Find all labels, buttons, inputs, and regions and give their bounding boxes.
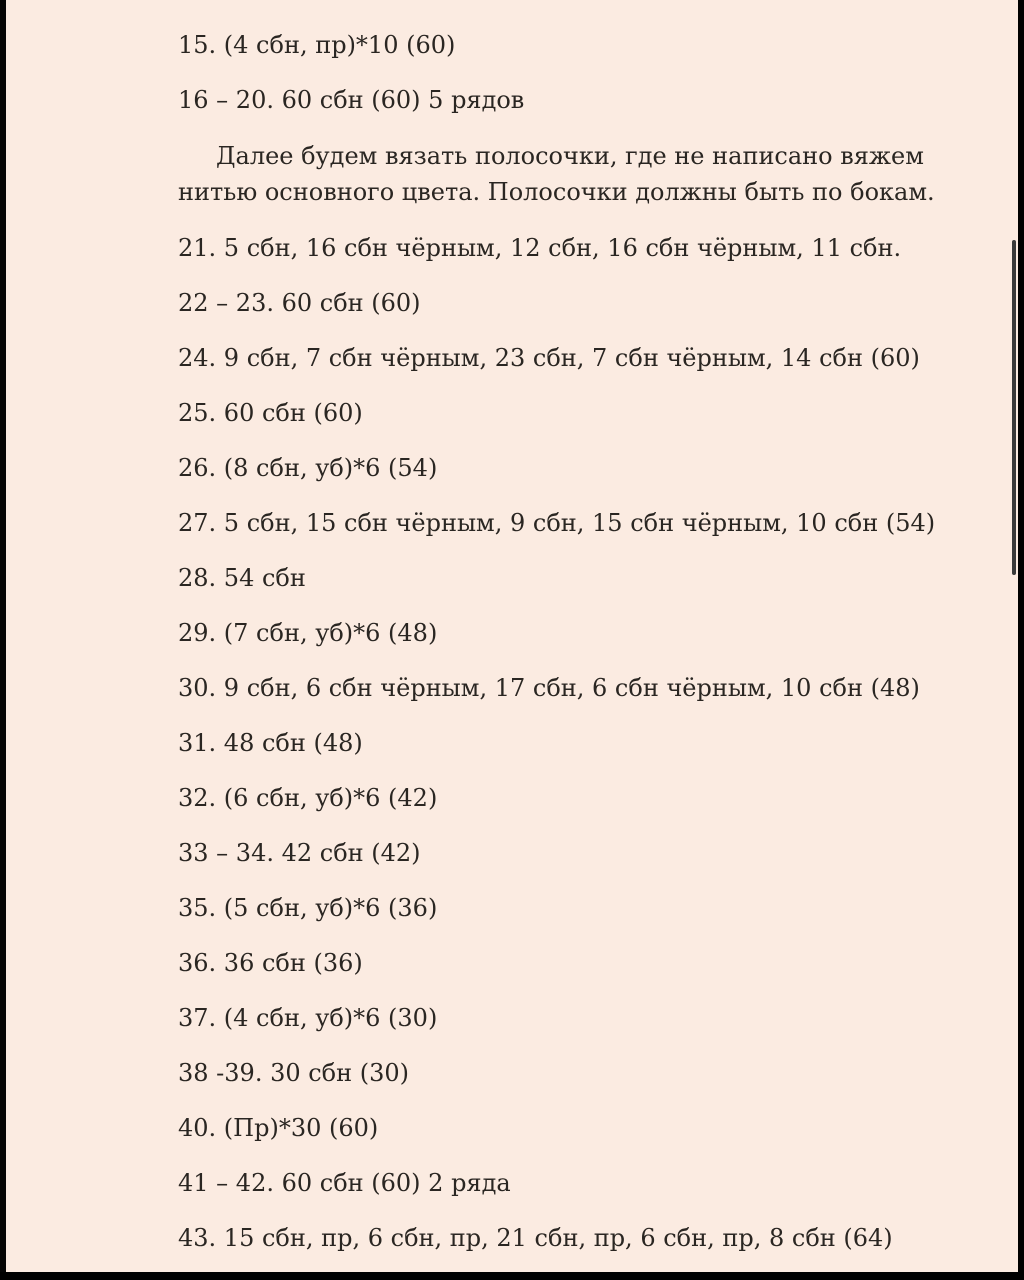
pattern-row: 36. 36 сбн (36)	[178, 949, 363, 977]
paragraph-line: нитью основного цвета. Полосочки должны быть по бокам.	[178, 178, 935, 206]
pattern-row: 32. (6 сбн, уб)*6 (42)	[178, 784, 438, 812]
right-edge	[1018, 0, 1024, 1280]
pattern-row: 29. (7 сбн, уб)*6 (48)	[178, 619, 438, 647]
pattern-row: 21. 5 сбн, 16 сбн чёрным, 12 сбн, 16 сбн чёрным, 11 сбн.	[178, 234, 902, 262]
pattern-row: 15. (4 сбн, пр)*10 (60)	[178, 31, 456, 59]
pattern-row: 40. (Пр)*30 (60)	[178, 1114, 379, 1142]
pattern-row: 24. 9 сбн, 7 сбн чёрным, 23 сбн, 7 сбн чёрным, 14 сбн (60)	[178, 344, 920, 372]
instruction-paragraph	[178, 138, 938, 210]
vertical-scrollbar[interactable]	[1012, 240, 1016, 575]
document-page	[6, 0, 1018, 1272]
pattern-row: 16 – 20. 60 сбн (60) 5 рядов	[178, 86, 525, 114]
pattern-row: 30. 9 сбн, 6 сбн чёрным, 17 сбн, 6 сбн чёрным, 10 сбн (48)	[178, 674, 920, 702]
pattern-row: 26. (8 сбн, уб)*6 (54)	[178, 454, 438, 482]
pattern-row: 37. (4 сбн, уб)*6 (30)	[178, 1004, 438, 1032]
pattern-row: 41 – 42. 60 сбн (60) 2 ряда	[178, 1169, 511, 1197]
pattern-row: 33 – 34. 42 сбн (42)	[178, 839, 421, 867]
pattern-row: 43. 15 сбн, пр, 6 сбн, пр, 21 сбн, пр, 6 сбн, пр, 8 сбн (64)	[178, 1224, 893, 1252]
paragraph-line: Далее будем вязать полосочки, где не написано вяжем	[216, 142, 924, 170]
pattern-row: 25. 60 сбн (60)	[178, 399, 363, 427]
pattern-row: 28. 54 сбн	[178, 564, 306, 592]
pattern-row: 22 – 23. 60 сбн (60)	[178, 289, 421, 317]
pattern-row: 35. (5 сбн, уб)*6 (36)	[178, 894, 438, 922]
pattern-row: 27. 5 сбн, 15 сбн чёрным, 9 сбн, 15 сбн чёрным, 10 сбн (54)	[178, 509, 936, 537]
pattern-row: 38 -39. 30 сбн (30)	[178, 1059, 410, 1087]
bottom-edge	[0, 1272, 1024, 1280]
pattern-row: 31. 48 сбн (48)	[178, 729, 363, 757]
